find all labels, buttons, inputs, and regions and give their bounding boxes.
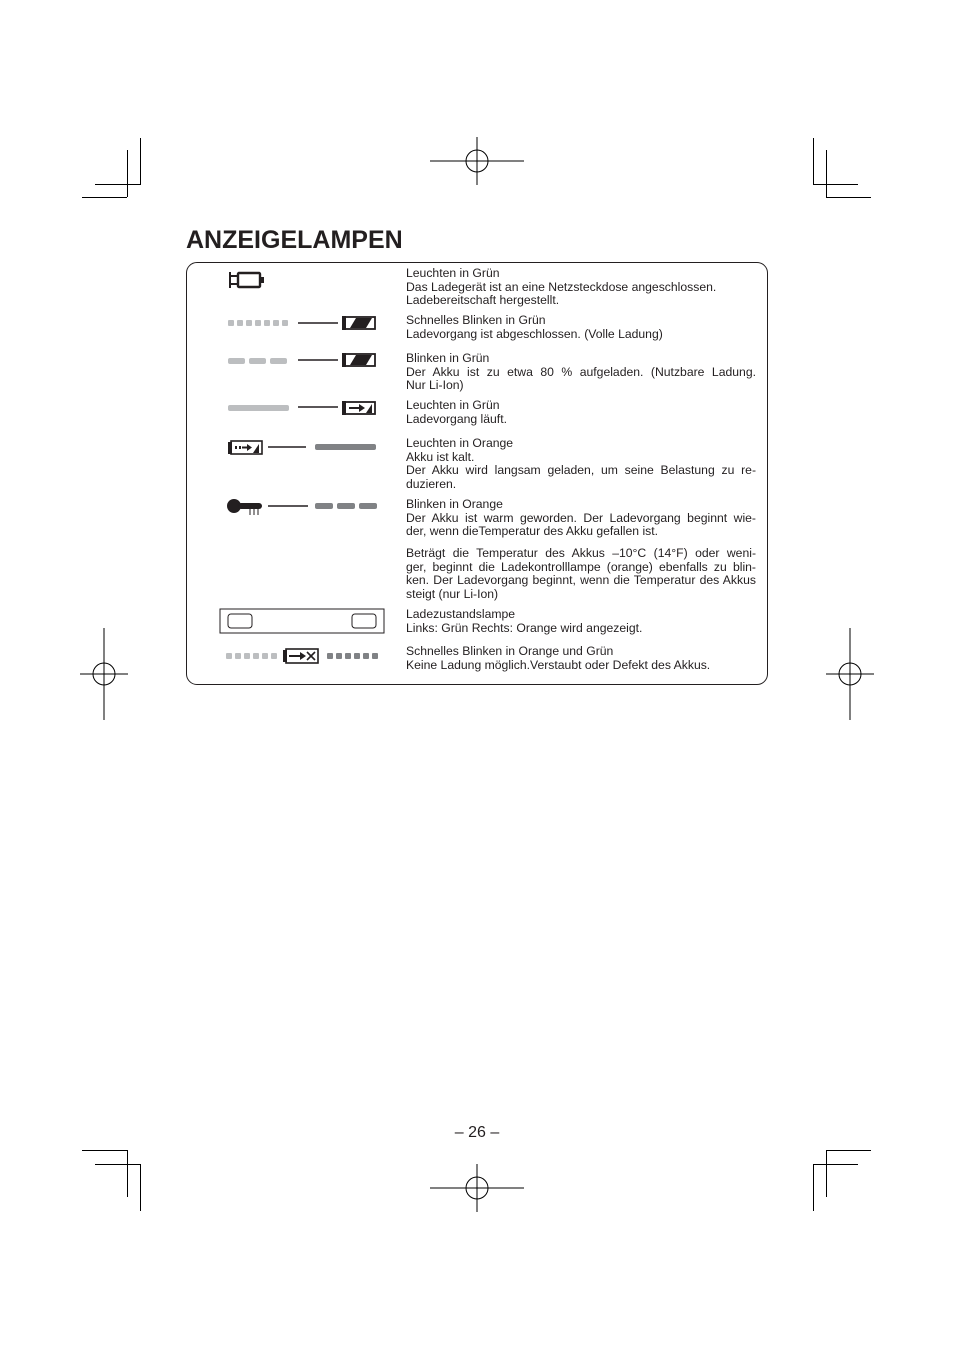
registration-mark-bottom xyxy=(430,1164,524,1212)
row-line: Keine Ladung möglich.Verstaubt oder Defekt des Akkus. xyxy=(406,657,711,672)
error-battery-icon xyxy=(224,646,382,666)
registration-mark-top xyxy=(430,137,524,185)
registration-mark-right xyxy=(826,628,874,720)
row-line: ger, beginnt die Ladekontrolllampe (orange) ebenfalls zu blin- xyxy=(406,559,756,574)
row-line: duzieren. xyxy=(406,476,457,491)
row-line: Leuchten in Grün xyxy=(406,398,500,412)
row-line: Schnelles Blinken in Grün xyxy=(406,313,546,327)
row-text-low-temp xyxy=(406,547,756,601)
row-text-cold xyxy=(406,437,756,491)
row-line: Blinken in Orange xyxy=(406,497,503,511)
page-number: – 26 – xyxy=(454,1124,500,1141)
row-line: Akku ist kalt. xyxy=(406,449,475,464)
row-line: Der Akku wird langsam geladen, um seine Belastung zu re- xyxy=(406,463,756,477)
row-text-plug xyxy=(406,267,756,308)
row-line: Das Ladegerät ist an eine Netzsteckdose angeschlossen. xyxy=(406,279,717,294)
row-line: Links: Grün Rechts: Orange wird angezeigt. xyxy=(406,620,643,635)
row-text-lamp xyxy=(406,608,756,635)
row-text-charging xyxy=(406,399,756,426)
row-line: der, wenn dieTemperatur des Akku gefallen ist. xyxy=(406,524,659,538)
cold-battery-icon xyxy=(226,437,380,457)
row-line: Leuchten in Orange xyxy=(406,436,514,450)
blink-green-indicator xyxy=(226,351,380,371)
steady-green-indicator xyxy=(226,398,380,418)
row-line: Leuchten in Grün xyxy=(406,266,500,280)
row-text-warm xyxy=(406,498,756,539)
thermometer-icon xyxy=(226,496,380,518)
row-line: Ladezustandslampe xyxy=(406,607,516,621)
row-text-full-fast xyxy=(406,314,756,341)
row-text-error xyxy=(406,645,756,672)
registration-mark-left xyxy=(80,628,128,720)
row-line: steigt (nur Li-Ion) xyxy=(406,586,499,601)
row-line: Ladebereitschaft hergestellt. xyxy=(406,293,560,307)
page-title: ANZEIGELAMPEN xyxy=(186,226,403,254)
lamp-panel-icon xyxy=(219,608,386,635)
row-line: Ladevorgang läuft. xyxy=(406,411,507,426)
row-line: Blinken in Grün xyxy=(406,351,490,365)
plug-icon xyxy=(228,269,268,291)
row-line: Beträgt die Temperatur des Akkus –10°C (14°F) oder weni- xyxy=(406,546,756,560)
row-text-80-percent xyxy=(406,352,756,393)
row-line: Nur Li-Ion) xyxy=(406,378,464,392)
row-line: ken. Der Ladevorgang beginnt, wenn die Temperatur des Akkus xyxy=(406,573,756,587)
row-line: Ladevorgang ist abgeschlossen. (Volle Ladung) xyxy=(406,326,663,341)
row-line: Schnelles Blinken in Orange und Grün xyxy=(406,644,614,658)
row-line: Der Akku ist zu etwa 80 % aufgeladen. (Nutzbare Ladung. xyxy=(406,364,756,379)
row-line: Der Akku ist warm geworden. Der Ladevorgang beginnt wie- xyxy=(406,510,756,525)
fast-blink-green-indicator xyxy=(226,314,380,334)
